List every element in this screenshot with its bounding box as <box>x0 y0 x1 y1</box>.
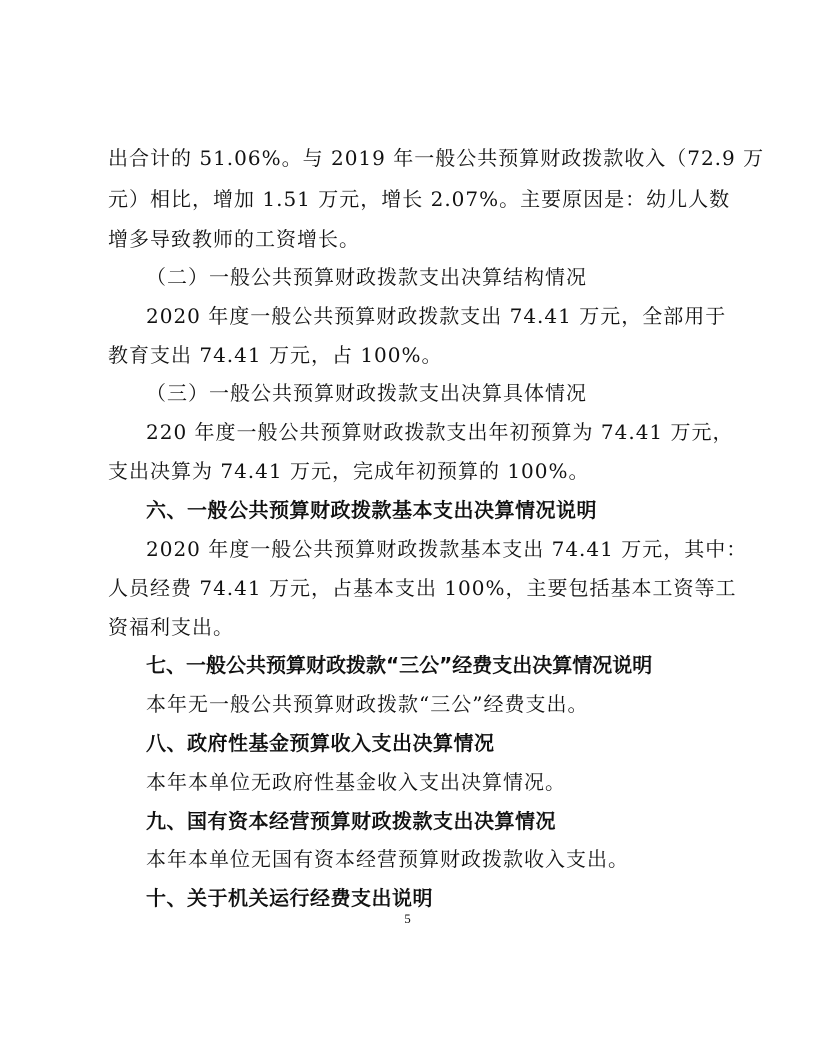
section-heading-9: 九、国有资本经营预算财政拨款支出决算情况 <box>146 809 556 833</box>
subheading-details: （三）一般公共预算财政拨款支出决算具体情况 <box>146 381 587 405</box>
section-heading-8: 八、政府性基金预算收入支出决算情况 <box>146 731 495 755</box>
paragraph-line: 资福利支出。 <box>108 615 234 639</box>
paragraph-line: 2020 年度一般公共预算财政拨款支出 74.41 万元，全部用于 <box>146 304 727 328</box>
paragraph-line: 支出决算为 74.41 万元，完成年初预算的 100%。 <box>108 459 590 483</box>
paragraph-line: 本年无一般公共预算财政拨款“三公”经费支出。 <box>146 692 589 716</box>
paragraph-line: 人员经费 74.41 万元，占基本支出 100%，主要包括基本工资等工 <box>108 576 737 600</box>
paragraph-line: 元）相比，增加 1.51 万元，增长 2.07%。主要原因是：幼儿人数 <box>108 187 731 211</box>
section-heading-6: 六、一般公共预算财政拨款基本支出决算情况说明 <box>146 498 597 522</box>
paragraph-line: 出合计的 51.06%。与 2019 年一般公共预算财政拨款收入（72.9 万 <box>108 146 765 170</box>
section-heading-10: 十、关于机关运行经费支出说明 <box>146 886 433 910</box>
paragraph-line: 本年本单位无政府性基金收入支出决算情况。 <box>146 770 566 794</box>
paragraph-line: 增多导致教师的工资增长。 <box>108 227 360 251</box>
paragraph-line: 2020 年度一般公共预算财政拨款基本支出 74.41 万元，其中： <box>146 537 748 561</box>
page-number: 5 <box>404 911 411 926</box>
paragraph-line: 本年本单位无国有资本经营预算财政拨款收入支出。 <box>146 847 629 871</box>
subheading-structure: （二）一般公共预算财政拨款支出决算结构情况 <box>146 265 587 289</box>
section-heading-7: 七、一般公共预算财政拨款“三公”经费支出决算情况说明 <box>146 653 653 677</box>
paragraph-line: 220 年度一般公共预算财政拨款支出年初预算为 74.41 万元， <box>146 420 734 444</box>
paragraph-line: 教育支出 74.41 万元，占 100%。 <box>108 343 443 367</box>
